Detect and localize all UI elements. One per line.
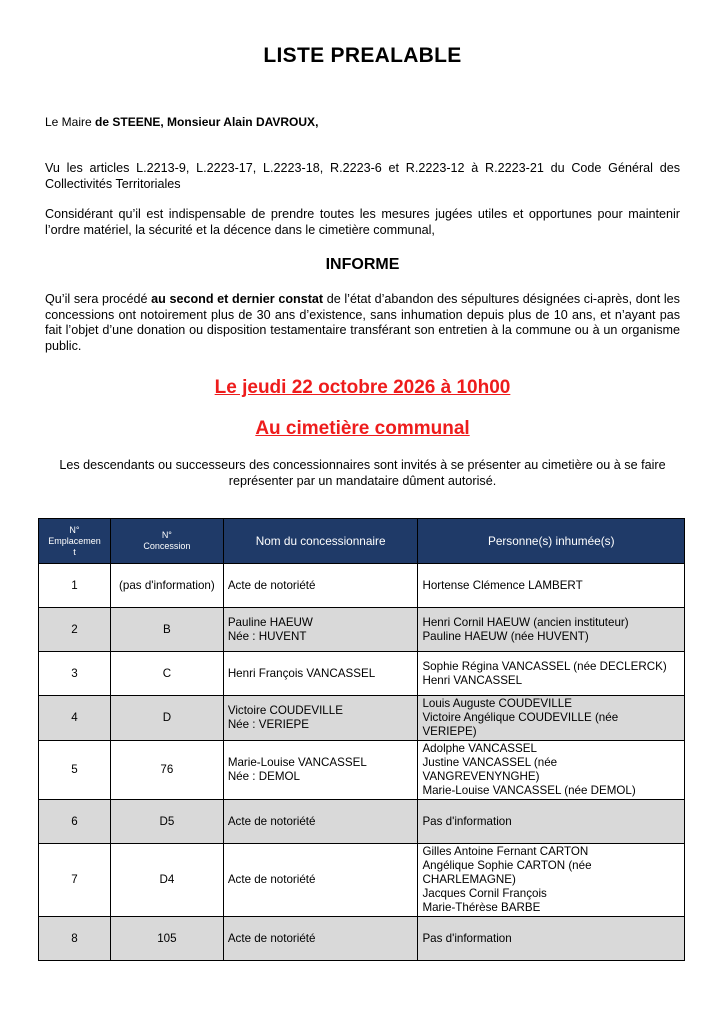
personne-line: VANGREVENYNGHE) — [422, 770, 540, 783]
header-concession: N° Concession — [110, 519, 223, 564]
cell-personnes — [418, 917, 685, 961]
maire-prefix: Le Maire — [45, 115, 96, 129]
legal-articles-paragraph: Vu les articles L.2213-9, L.2223-17, L.2223-18, R.2223-6 et R.2223-12 à R.2223-21 du Code Général des Collectivités Territoriales — [45, 161, 680, 191]
nom-line: Victoire COUDEVILLE — [227, 704, 343, 717]
personne-line: Jacques Cornil François — [422, 887, 547, 900]
date-line: Le jeudi 22 octobre 2026 à 10h00 — [214, 377, 511, 398]
table-row — [39, 608, 685, 652]
cell-personnes — [418, 564, 685, 608]
personne-line: Marie-Thérèse BARBE — [422, 901, 541, 914]
cell-personnes — [418, 608, 685, 652]
personne-line: Henri Cornil HAEUW (ancien instituteur) — [422, 615, 629, 629]
personne-line: Victoire Angélique COUDEVILLE (née — [422, 711, 619, 724]
personne-line: Angélique Sophie CARTON (née — [422, 859, 592, 872]
cell-emplacement: 3 — [39, 652, 111, 696]
cell-emplacement: 5 — [39, 741, 111, 800]
cell-emplacement: 4 — [39, 696, 111, 741]
nom-line: Henri François VANCASSEL — [227, 666, 376, 680]
cell-emplacement: 6 — [39, 800, 111, 844]
table-row — [39, 652, 685, 696]
cell-nom — [223, 844, 418, 917]
page-title: LISTE PREALABLE — [263, 44, 462, 67]
cell-emplacement: 2 — [39, 608, 111, 652]
personne-line: Louis Auguste COUDEVILLE — [422, 697, 572, 710]
constat-paragraph — [45, 292, 680, 354]
constat-after: de l’état d’abandon des sépultures désignées ci-après, dont les concessions ont notoirement plus de 30 ans d’existence, sans inhumation depuis plus de 10 ans, et n’ayant pas fait l’objet d’une donation ou disposition testamentaire transférant son entretien à la commune ou à un organisme public. — [45, 292, 680, 353]
cell-concession: D4 — [110, 844, 223, 917]
personne-line: Justine VANCASSEL (née — [422, 756, 558, 769]
cell-emplacement: 8 — [39, 917, 111, 961]
personne-line: Henri VANCASSEL — [422, 673, 523, 687]
maire-name: de STEENE, Monsieur Alain DAVROUX, — [95, 115, 319, 129]
personne-line: CHARLEMAGNE) — [422, 873, 516, 886]
personne-line: Marie-Louise VANCASSEL (née DEMOL) — [422, 784, 636, 797]
table-row — [39, 844, 685, 917]
cell-nom — [223, 652, 418, 696]
cell-concession: (pas d'information) — [110, 564, 223, 608]
personne-line: Pauline HAEUW (née HUVENT) — [422, 629, 589, 643]
considerant-paragraph: Considérant qu’il est indispensable de prendre toutes les mesures jugées utiles et opportunes pour maintenir l’ordre matériel, la sécurité et la décence dans le cimetière communal, — [45, 207, 680, 237]
table-row — [39, 917, 685, 961]
personne-line: Hortense Clémence LAMBERT — [422, 578, 583, 592]
place-line: Au cimetière communal — [255, 418, 470, 439]
personne-line: Gilles Antoine Fernant CARTON — [422, 845, 589, 858]
header-emplacement: N° Emplacemen t — [39, 519, 111, 564]
nom-line: Acte de notoriété — [227, 814, 316, 828]
table-row — [39, 696, 685, 741]
concessions-table — [38, 518, 685, 961]
maire-line — [45, 115, 318, 129]
personne-line: Pas d'information — [422, 814, 512, 828]
cell-nom — [223, 800, 418, 844]
cell-personnes — [418, 844, 685, 917]
nom-line: Acte de notoriété — [227, 931, 316, 945]
nom-line: Acte de notoriété — [227, 873, 316, 886]
cell-personnes — [418, 696, 685, 741]
personne-line: Adolphe VANCASSEL — [422, 742, 537, 755]
cell-concession: B — [110, 608, 223, 652]
cell-nom — [223, 696, 418, 741]
nom-line: Née : VERIEPE — [227, 718, 310, 731]
personne-line: Sophie Régina VANCASSEL (née DECLERCK) — [422, 659, 667, 673]
table-row — [39, 564, 685, 608]
cell-nom — [223, 608, 418, 652]
cell-concession: D — [110, 696, 223, 741]
nom-line: Née : HUVENT — [227, 629, 307, 643]
cell-nom — [223, 741, 418, 800]
table-row — [39, 800, 685, 844]
cell-concession: 76 — [110, 741, 223, 800]
invite-paragraph: Les descendants ou successeurs des concessionnaires sont invités à se présenter au cimetière ou à se faire représenter par un mandataire dûment autorisé. — [59, 458, 666, 488]
header-personnes: Personne(s) inhumée(s) — [418, 519, 685, 564]
cell-concession: 105 — [110, 917, 223, 961]
constat-bold: au second et dernier constat — [151, 292, 324, 306]
personne-line: Pas d'information — [422, 931, 512, 945]
constat-before: Qu’il sera procédé — [45, 292, 152, 306]
cell-personnes — [418, 652, 685, 696]
cell-nom — [223, 917, 418, 961]
cell-nom — [223, 564, 418, 608]
table-row — [39, 741, 685, 800]
header-nom: Nom du concessionnaire — [223, 519, 418, 564]
cell-concession: C — [110, 652, 223, 696]
informe-heading: INFORME — [325, 256, 400, 273]
nom-line: Marie-Louise VANCASSEL — [227, 756, 367, 769]
nom-line: Née : DEMOL — [227, 770, 300, 783]
table-body — [39, 564, 685, 961]
cell-personnes — [418, 800, 685, 844]
nom-line: Acte de notoriété — [227, 578, 316, 592]
nom-line: Pauline HAEUW — [227, 615, 313, 629]
cell-personnes — [418, 741, 685, 800]
cell-concession: D5 — [110, 800, 223, 844]
cell-emplacement: 7 — [39, 844, 111, 917]
personne-line: VERIEPE) — [422, 725, 477, 738]
table-header-row — [39, 519, 685, 564]
cell-emplacement: 1 — [39, 564, 111, 608]
